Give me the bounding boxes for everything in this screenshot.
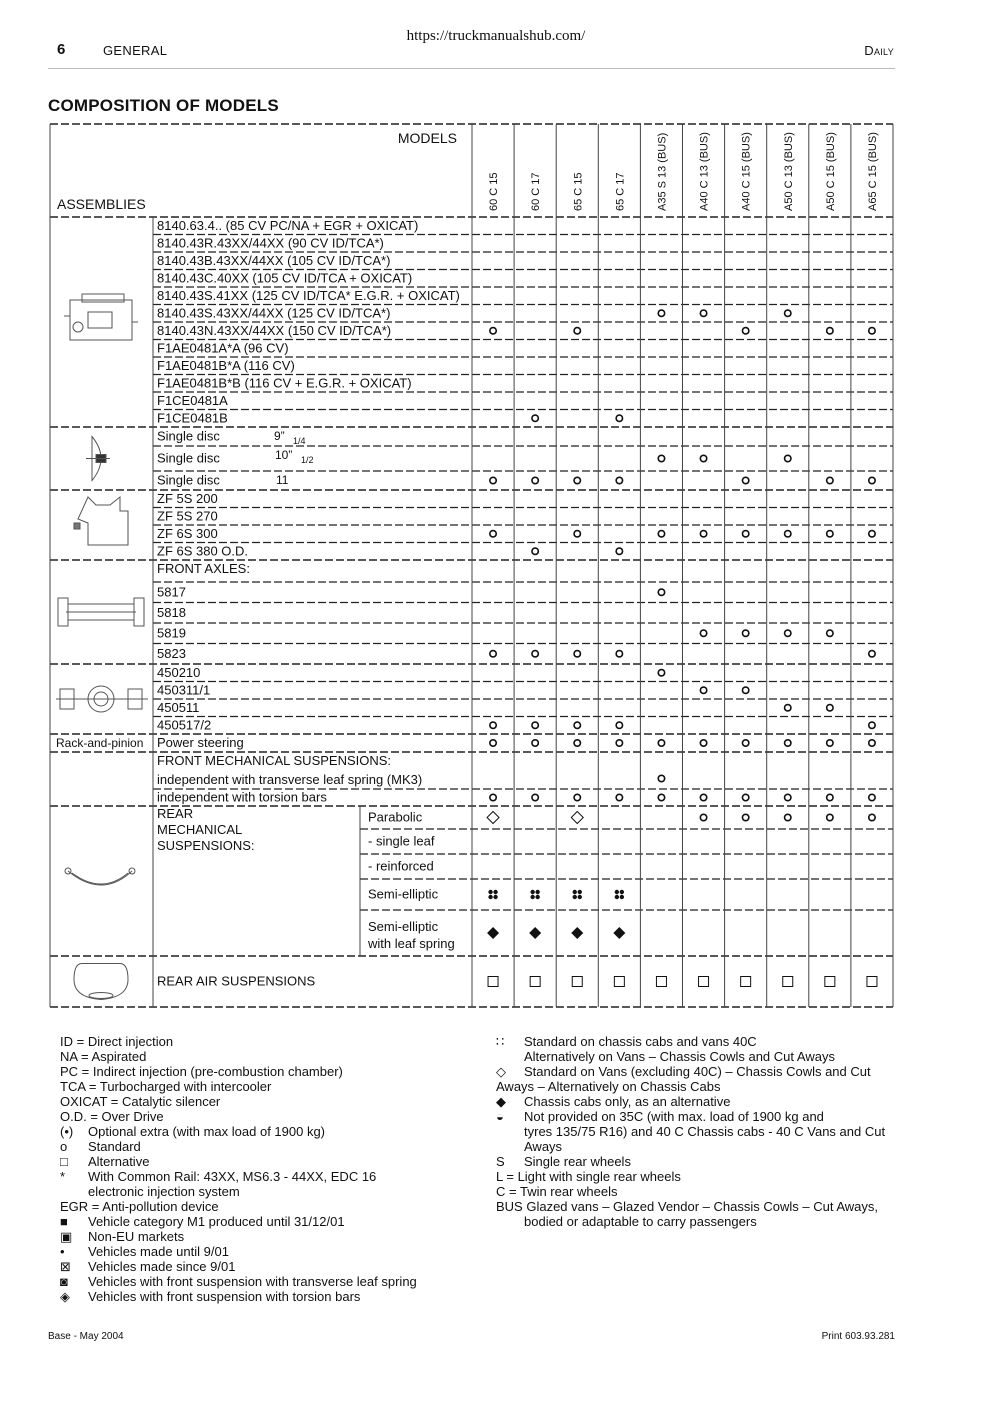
legend-text: Aways – Alternatively on Chassis Cabs — [496, 1079, 721, 1094]
legend-item — [496, 1139, 885, 1154]
standard-mark — [532, 740, 538, 746]
legend-item — [496, 1034, 885, 1049]
standard-mark — [700, 740, 706, 746]
legend-item — [60, 1289, 417, 1304]
model-column-3: 65 C 17 — [614, 172, 627, 211]
row-group-title: FRONT AXLES: — [157, 561, 250, 576]
four-dot-mark — [615, 890, 619, 894]
legend-text: Vehicles with front suspension with torsion bars — [88, 1289, 361, 1304]
standard-mark — [742, 794, 748, 800]
page-number: 6 — [57, 41, 66, 58]
row-label: F1AE0481A*A (96 CV) — [157, 340, 289, 356]
rear-axle-icon — [56, 686, 148, 712]
legend-left — [60, 1034, 417, 1304]
row-label: 8140.43S.43XX/44XX (125 CV ID/TCA*) — [157, 305, 391, 321]
row-label: Parabolic — [368, 809, 423, 825]
four-dot-mark — [493, 895, 497, 899]
legend-text: OXICAT = Catalytic silencer — [60, 1094, 221, 1109]
standard-mark — [532, 794, 538, 800]
legend-symbol: ◆ — [496, 1094, 506, 1109]
legend-text: Vehicles made since 9/01 — [88, 1259, 236, 1274]
row-label: 450511 — [157, 699, 200, 715]
legend-text: BUS Glazed vans – Glazed Vendor – Chassis Cowls – Cut Aways, — [496, 1199, 879, 1214]
front-axle-icon — [58, 598, 144, 626]
row-label: 8140.43B.43XX/44XX (105 CV ID/TCA*) — [157, 252, 391, 268]
model-name: Daily — [864, 43, 894, 58]
alternative-mark — [699, 977, 709, 987]
assemblies-label: ASSEMBLIES — [57, 196, 146, 212]
row-label: F1CE0481A — [157, 392, 228, 408]
standard-mark — [532, 415, 538, 421]
clutch-size: 10” — [275, 448, 293, 462]
standard-mark — [490, 531, 496, 537]
four-dot-mark — [530, 890, 534, 894]
standard-mark — [616, 651, 622, 657]
model-column-9: A65 C 15 (BUS) — [866, 132, 879, 211]
standard-mark — [827, 740, 833, 746]
standard-mark — [827, 531, 833, 537]
legend-symbol: ◙ — [60, 1274, 68, 1289]
legend-item — [496, 1169, 885, 1184]
standard-mark — [869, 722, 875, 728]
models-label: MODELS — [397, 130, 457, 146]
legend-item — [496, 1079, 885, 1094]
alternative-mark — [741, 977, 751, 987]
standard-mark — [869, 477, 875, 483]
standard-mark — [490, 651, 496, 657]
row-label: 8140.63.4.. (85 CV PC/NA + EGR + OXICAT) — [157, 217, 419, 233]
legend-text: NA = Aspirated — [60, 1049, 147, 1064]
legend-text: Vehicle category M1 produced until 31/12/01 — [88, 1214, 345, 1229]
row-label: Single disc — [157, 428, 220, 444]
legend-symbol: ■ — [60, 1214, 68, 1229]
legend-text: Vehicles made until 9/01 — [88, 1244, 229, 1259]
model-column-4: A35 S 13 (BUS) — [656, 132, 669, 211]
footer-left: Base - May 2004 — [48, 1331, 124, 1342]
legend-symbol: ◒ — [496, 1109, 504, 1124]
alternative-mark — [867, 977, 877, 987]
row-label: Single disc — [157, 450, 220, 466]
legend-text: TCA = Turbocharged with intercooler — [60, 1079, 272, 1094]
standard-mark — [616, 548, 622, 554]
legend-symbol: ∷ — [496, 1034, 505, 1049]
legend-item — [60, 1274, 417, 1289]
legend-item — [496, 1064, 885, 1079]
standard-mark — [574, 651, 580, 657]
standard-mark — [869, 531, 875, 537]
four-dot-mark — [573, 890, 577, 894]
legend-item — [60, 1124, 417, 1139]
standard-mark — [532, 722, 538, 728]
four-dot-mark — [493, 890, 497, 894]
model-column-2: 65 C 15 — [572, 172, 585, 211]
standard-mark — [827, 477, 833, 483]
row-label: 8140.43R.43XX/44XX (90 CV ID/TCA*) — [157, 235, 384, 251]
legend-item — [60, 1229, 417, 1244]
legend-item — [60, 1109, 417, 1124]
legend-item — [496, 1184, 885, 1199]
four-dot-mark — [578, 890, 582, 894]
legend-item — [496, 1214, 885, 1229]
standard-mark — [827, 814, 833, 820]
standard-mark — [700, 455, 706, 461]
row-label: REAR AIR SUSPENSIONS — [157, 973, 316, 989]
legend-text: Vehicles with front suspension with transverse leaf spring — [88, 1274, 417, 1289]
legend-symbol: ◇ — [496, 1064, 506, 1079]
four-dot-mark — [615, 895, 619, 899]
diamond-filled-mark — [613, 927, 625, 939]
standard-mark — [742, 531, 748, 537]
standard-mark — [490, 794, 496, 800]
legend-text: Alternatively on Vans – Chassis Cowls and Cut Aways — [524, 1049, 835, 1064]
standard-mark — [532, 651, 538, 657]
row-label: independent with torsion bars — [157, 789, 327, 805]
engine-icon — [64, 294, 138, 340]
standard-mark — [574, 740, 580, 746]
standard-mark — [785, 794, 791, 800]
page-title: COMPOSITION OF MODELS — [48, 96, 279, 115]
legend-item — [496, 1154, 885, 1169]
alternative-mark — [530, 977, 540, 987]
standard-mark — [785, 705, 791, 711]
row-label: Semi-elliptic — [368, 886, 439, 902]
model-column-6: A40 C 15 (BUS) — [740, 132, 753, 211]
model-column-5: A40 C 13 (BUS) — [698, 132, 711, 211]
legend-item — [60, 1049, 417, 1064]
standard-mark — [827, 705, 833, 711]
legend-item — [496, 1049, 885, 1064]
row-group-label: Rack-and-pinion — [56, 736, 144, 750]
row-label: ZF 5S 270 — [157, 508, 218, 524]
alternative-mark — [783, 977, 793, 987]
standard-mark — [785, 310, 791, 316]
standard-mark — [658, 794, 664, 800]
standard-mark — [490, 740, 496, 746]
row-label: 5818 — [157, 604, 186, 620]
model-column-1: 60 C 17 — [530, 172, 543, 211]
model-column-8: A50 C 15 (BUS) — [824, 132, 837, 211]
air-spring-icon — [74, 964, 128, 1000]
alternative-mark — [614, 977, 624, 987]
legend-item — [60, 1199, 417, 1214]
four-dot-mark — [620, 890, 624, 894]
standard-mark — [742, 328, 748, 334]
row-label: ZF 5S 200 — [157, 490, 218, 506]
standard-mark — [742, 630, 748, 636]
four-dot-mark — [578, 895, 582, 899]
legend-item — [60, 1079, 417, 1094]
clutch-size: 11 — [276, 473, 289, 487]
legend-text: Standard on chassis cabs and vans 40C — [524, 1034, 757, 1049]
standard-mark — [616, 477, 622, 483]
legend-item — [496, 1109, 885, 1124]
legend-text: Aways — [524, 1139, 563, 1154]
rear-susp-title: SUSPENSIONS: — [157, 838, 255, 853]
standard-mark — [869, 814, 875, 820]
legend-text: With Common Rail: 43XX, MS6.3 - 44XX, EDC 16 — [88, 1169, 377, 1184]
legend-text: Optional extra (with max load of 1900 kg) — [88, 1124, 326, 1139]
four-dot-mark — [535, 895, 539, 899]
row-label: 5823 — [157, 645, 186, 661]
standard-mark — [869, 328, 875, 334]
standard-mark — [616, 740, 622, 746]
standard-mark — [616, 794, 622, 800]
row-label: 450517/2 — [157, 717, 212, 733]
legend-text: L = Light with single rear wheels — [496, 1169, 681, 1184]
legend-text: C = Twin rear wheels — [496, 1184, 618, 1199]
standard-mark — [785, 531, 791, 537]
legend-item — [496, 1199, 885, 1214]
legend-symbol: o — [60, 1139, 68, 1154]
legend-item — [60, 1184, 417, 1199]
rear-susp-title: MECHANICAL — [157, 822, 243, 837]
standard-mark — [658, 775, 664, 781]
rear-susp-label: with leaf spring — [368, 936, 455, 951]
standard-mark — [869, 794, 875, 800]
legend-text: ID = Direct injection — [60, 1034, 174, 1049]
four-dot-mark — [535, 890, 539, 894]
four-dot-mark — [573, 895, 577, 899]
legend-item — [60, 1139, 417, 1154]
four-dot-mark — [488, 895, 492, 899]
standard-mark — [574, 531, 580, 537]
standard-mark — [827, 794, 833, 800]
diamond-filled-mark — [487, 927, 499, 939]
standard-mark — [827, 328, 833, 334]
legend-item — [496, 1124, 885, 1139]
alternative-mark — [488, 977, 498, 987]
standard-mark — [490, 328, 496, 334]
row-label: F1AE0481B*A (116 CV) — [157, 357, 295, 373]
row-label: - single leaf — [368, 833, 435, 849]
legend-right — [496, 1034, 885, 1229]
row-label: 5819 — [157, 625, 186, 641]
row-label: ZF 6S 380 O.D. — [157, 543, 249, 559]
legend-text: Standard — [88, 1139, 141, 1154]
four-dot-mark — [530, 895, 534, 899]
row-label: F1AE0481B*B (116 CV + E.G.R. + OXICAT) — [157, 375, 412, 391]
standard-mark — [785, 455, 791, 461]
standard-mark — [869, 651, 875, 657]
legend-text: O.D. = Over Drive — [60, 1109, 164, 1124]
four-dot-mark — [488, 890, 492, 894]
standard-mark — [616, 415, 622, 421]
row-label: 8140.43S.41XX (125 CV ID/TCA* E.G.R. + OXICAT) — [157, 287, 460, 303]
legend-symbol: S — [496, 1154, 505, 1169]
standard-mark — [742, 477, 748, 483]
clutch-size: 9” — [274, 429, 285, 443]
legend-text: tyres 135/75 R16) and 40 C Chassis cabs - 40 C Vans and Cut — [524, 1124, 886, 1139]
diamond-filled-mark — [571, 927, 583, 939]
legend-symbol: ▣ — [60, 1229, 73, 1244]
standard-mark — [785, 630, 791, 636]
standard-mark — [700, 794, 706, 800]
section-name: GENERAL — [103, 43, 168, 58]
diamond-filled-mark — [529, 927, 541, 939]
clutch-fraction: 1/2 — [301, 455, 314, 465]
row-label: Single disc — [157, 472, 220, 488]
legend-item — [60, 1259, 417, 1274]
legend-text: bodied or adaptable to carry passengers — [524, 1214, 757, 1229]
legend-item — [60, 1064, 417, 1079]
legend-symbol: ⊠ — [60, 1259, 71, 1274]
standard-mark — [785, 814, 791, 820]
legend-text: Chassis cabs only, as an alternative — [524, 1094, 731, 1109]
standard-mark — [574, 328, 580, 334]
standard-mark — [574, 722, 580, 728]
model-column-7: A50 C 13 (BUS) — [782, 132, 795, 211]
standard-mark — [700, 630, 706, 636]
alternative-mark — [825, 977, 835, 987]
standard-mark — [700, 310, 706, 316]
legend-text: Non-EU markets — [88, 1229, 185, 1244]
standard-mark — [785, 740, 791, 746]
legend-text: EGR = Anti-pollution device — [60, 1199, 219, 1214]
row-group-title: FRONT MECHANICAL SUSPENSIONS: — [157, 753, 392, 768]
alternative-mark — [656, 977, 666, 987]
row-label: 8140.43N.43XX/44XX (150 CV ID/TCA*) — [157, 322, 392, 338]
standard-mark — [700, 531, 706, 537]
standard-mark — [532, 477, 538, 483]
row-label: Power steering — [157, 735, 244, 750]
row-label: 450311/1 — [157, 682, 211, 698]
standard-mark — [490, 722, 496, 728]
standard-mark — [532, 548, 538, 554]
legend-item — [60, 1214, 417, 1229]
row-label: 450210 — [157, 664, 201, 680]
clutch-disc-icon — [86, 437, 110, 481]
source-url: https://truckmanualshub.com/ — [406, 28, 586, 44]
standard-mark — [869, 740, 875, 746]
model-column-0: 60 C 15 — [488, 172, 501, 211]
legend-text: Not provided on 35C (with max. load of 1900 kg and — [524, 1109, 824, 1124]
legend-text: Single rear wheels — [524, 1154, 631, 1169]
standard-mark — [742, 687, 748, 693]
legend-item — [496, 1094, 885, 1109]
standard-mark — [490, 477, 496, 483]
legend-item — [60, 1154, 417, 1169]
alternative-mark — [572, 977, 582, 987]
standard-mark — [574, 477, 580, 483]
diamond-outline-mark — [571, 812, 583, 824]
row-label: 8140.43C.40XX (105 CV ID/TCA + OXICAT) — [157, 270, 413, 286]
standard-mark — [742, 814, 748, 820]
standard-mark — [658, 740, 664, 746]
row-label: F1CE0481B — [157, 410, 228, 426]
rear-susp-title: REAR — [157, 806, 194, 821]
standard-mark — [658, 310, 664, 316]
row-label: 5817 — [157, 584, 186, 600]
clutch-fraction: 1/4 — [293, 436, 306, 446]
diamond-outline-mark — [487, 812, 499, 824]
legend-symbol: (•) — [60, 1124, 74, 1139]
legend-item — [60, 1094, 417, 1109]
standard-mark — [658, 670, 664, 676]
row-label: ZF 6S 300 — [157, 525, 218, 541]
footer-right: Print 603.93.281 — [821, 1331, 895, 1342]
legend-symbol: * — [60, 1169, 66, 1184]
standard-mark — [574, 794, 580, 800]
legend-text: PC = Indirect injection (pre-combustion chamber) — [60, 1064, 343, 1079]
standard-mark — [658, 455, 664, 461]
gearbox-icon — [74, 497, 128, 545]
leaf-spring-icon — [65, 868, 135, 885]
standard-mark — [616, 722, 622, 728]
four-dot-mark — [620, 895, 624, 899]
standard-mark — [700, 687, 706, 693]
standard-mark — [742, 740, 748, 746]
standard-mark — [658, 589, 664, 595]
legend-text: Alternative — [88, 1154, 150, 1169]
standard-mark — [700, 814, 706, 820]
standard-mark — [827, 630, 833, 636]
rear-susp-label: Semi-elliptic — [368, 919, 439, 934]
standard-mark — [658, 531, 664, 537]
legend-symbol: • — [60, 1244, 65, 1259]
legend-symbol: □ — [60, 1154, 68, 1169]
legend-symbol: ◈ — [60, 1289, 70, 1304]
row-label: - reinforced — [368, 858, 434, 874]
legend-item — [60, 1034, 417, 1049]
row-label: independent with transverse leaf spring (MK3) — [157, 772, 423, 787]
legend-text: electronic injection system — [88, 1184, 240, 1199]
legend-item — [60, 1169, 417, 1184]
legend-item — [60, 1244, 417, 1259]
legend-text: Standard on Vans (excluding 40C) – Chassis Cowls and Cut — [524, 1064, 871, 1079]
